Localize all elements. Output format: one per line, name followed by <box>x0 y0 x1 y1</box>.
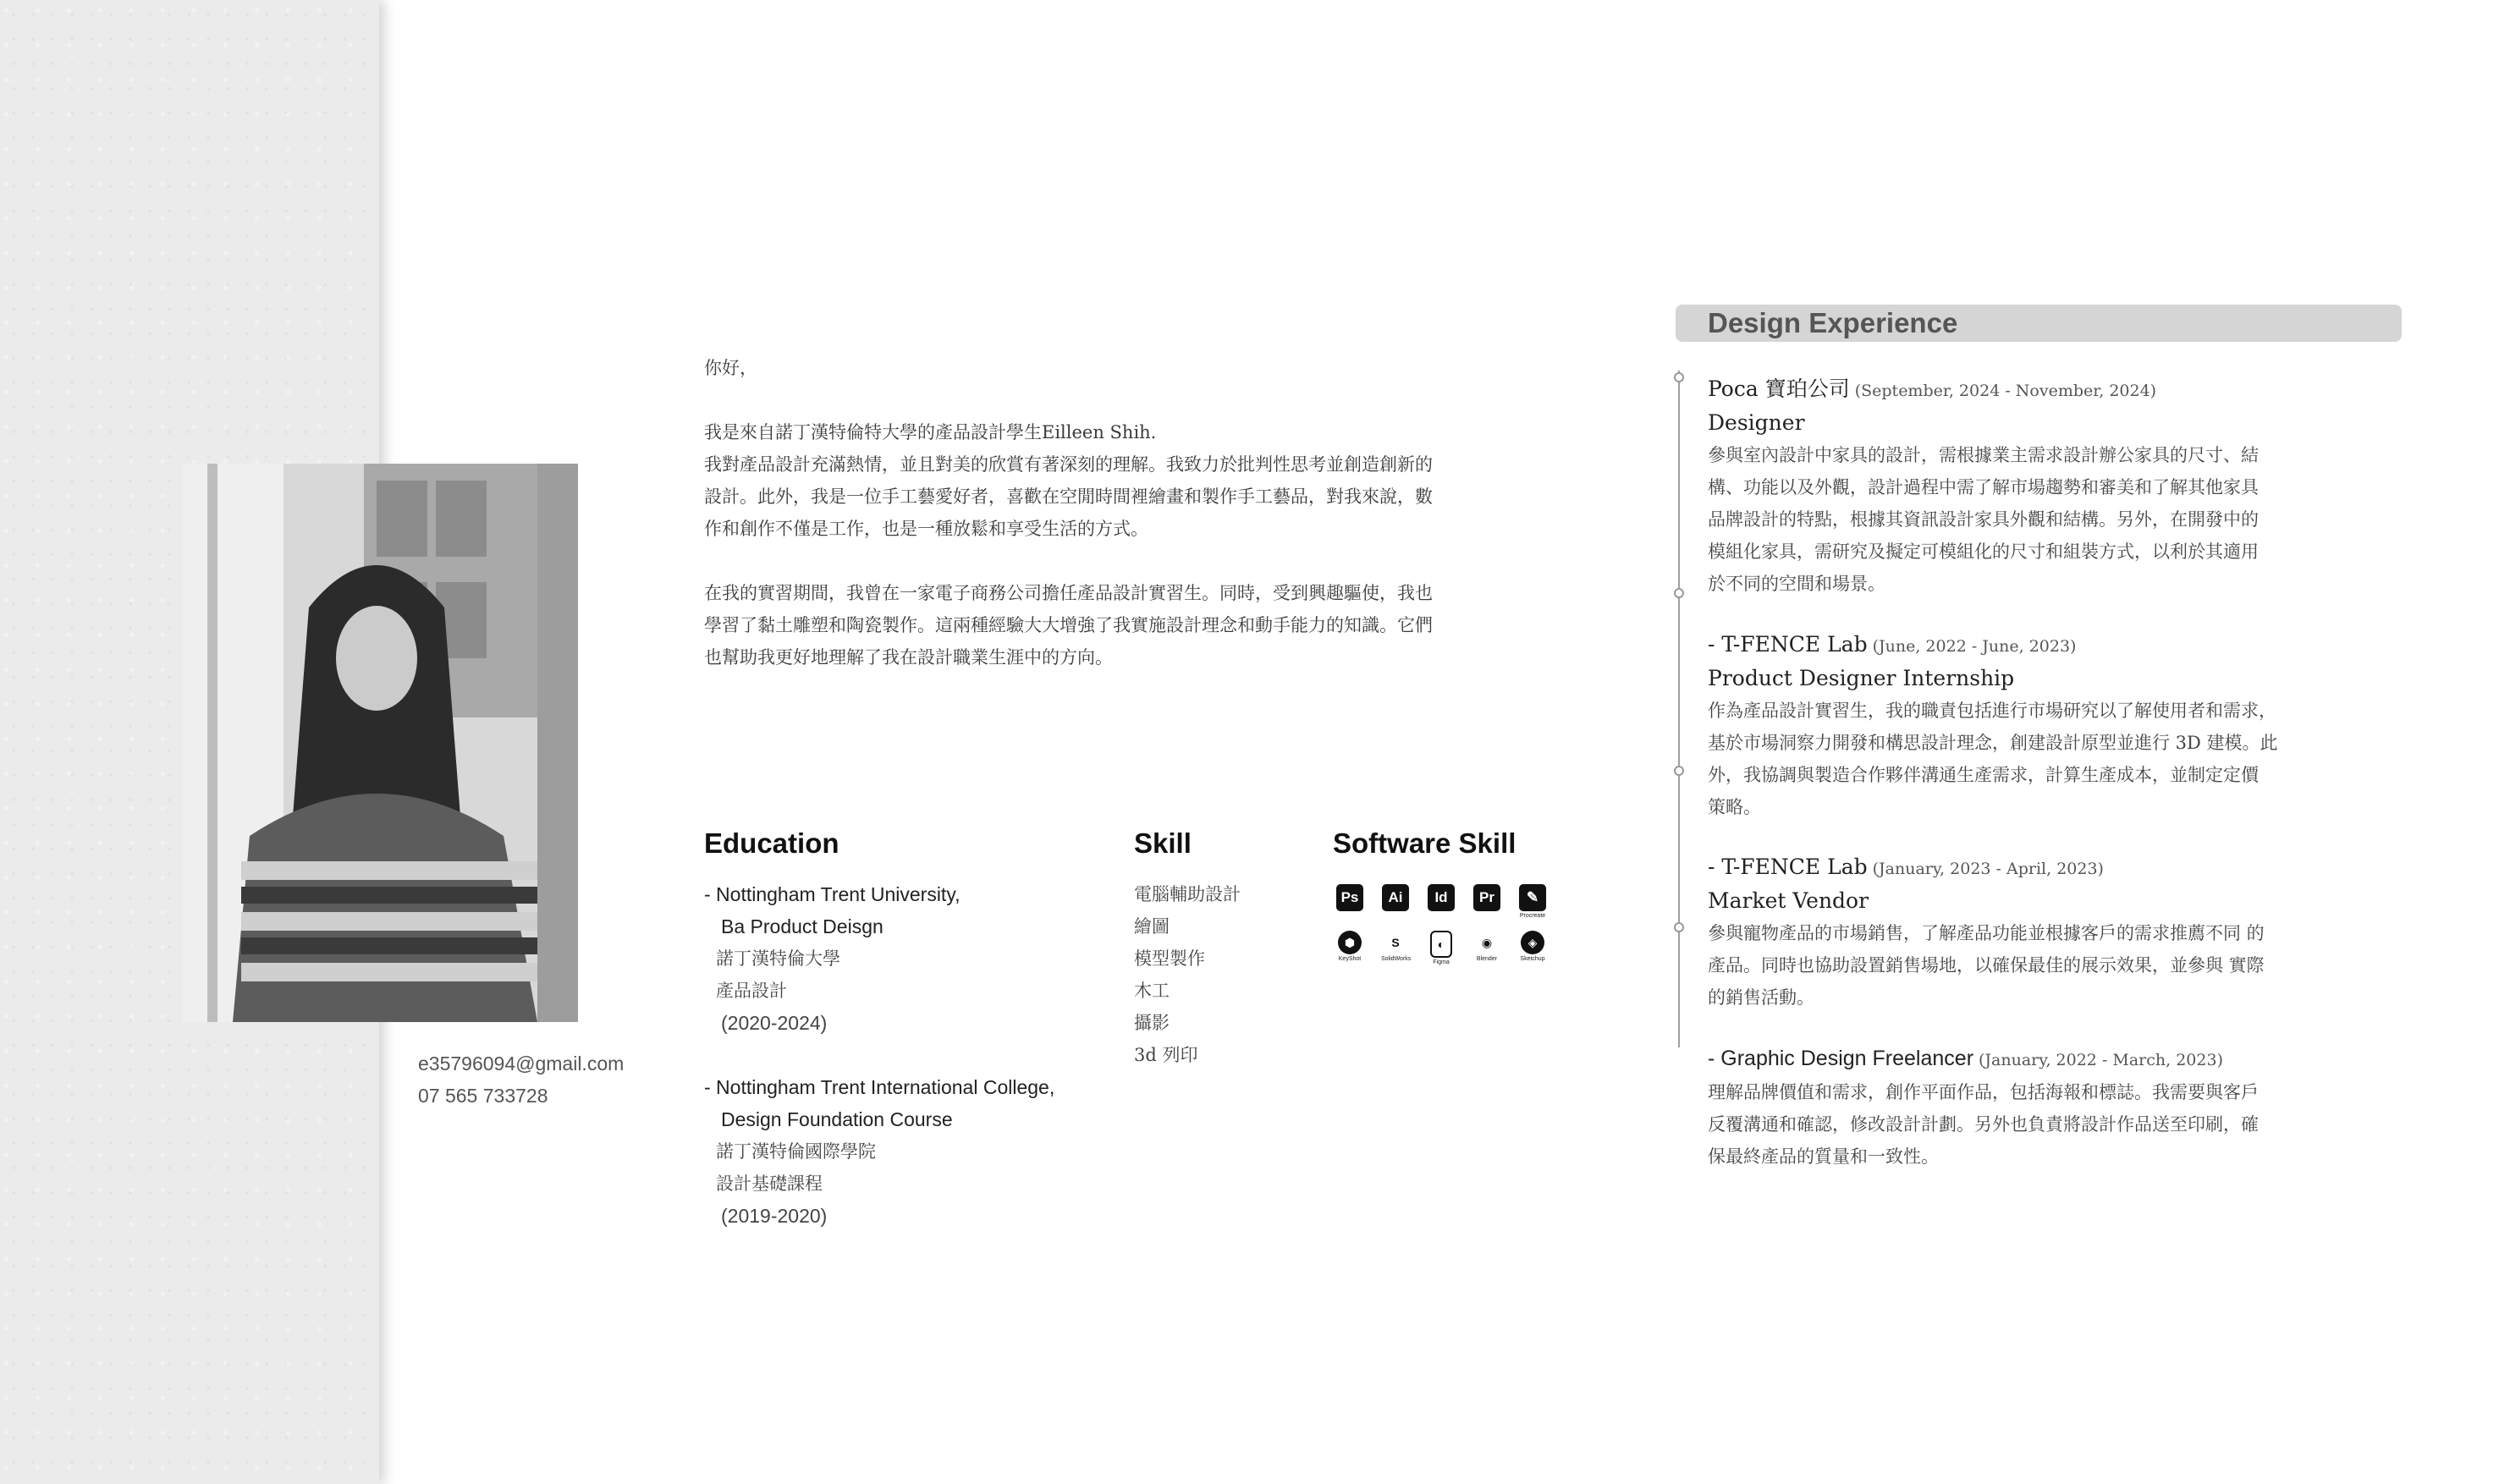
experience-item <box>1708 629 2393 823</box>
letter-p2-line: 也幫助我更好地理解了我在設計職業生涯中的方向。 <box>704 647 1113 668</box>
procreate-icon: ✎ Procreate <box>1518 884 1547 919</box>
school-name-zh: 諾丁漢特倫大學 <box>716 948 840 969</box>
experience-item <box>1708 1042 2393 1173</box>
experience-date: (January, 2022 - March, 2023) <box>1979 1051 2223 1069</box>
timeline-dot <box>1674 922 1684 932</box>
profile-photo <box>182 464 578 1022</box>
course-name: Design Foundation Course <box>721 1108 953 1130</box>
school-name: - Nottingham Trent University, <box>704 883 961 905</box>
timeline-dot <box>1674 588 1684 598</box>
letter-p1-line: 我對產品設計充滿熱情，並且對美的欣賞有著深刻的理解。我致力於批判性思考並創造創新的 <box>704 454 1433 475</box>
experience-role: Product Designer Internship <box>1708 666 2015 690</box>
experience-role: Designer <box>1708 410 1805 435</box>
figma-icon: ◐ Figma <box>1427 931 1456 965</box>
company-name: - Graphic Design Freelancer <box>1708 1047 1974 1070</box>
timeline-dot <box>1674 766 1684 776</box>
letter-greeting: 你好， <box>704 358 757 378</box>
course-name: Ba Product Deisgn <box>721 915 883 937</box>
skill-item: 攝影 <box>1134 1013 1170 1033</box>
skill-item: 模型製作 <box>1134 948 1205 969</box>
skill-item: 電腦輔助設計 <box>1134 884 1241 904</box>
education-years: (2019-2020) <box>721 1205 828 1227</box>
experience-role: Market Vendor <box>1708 888 1869 913</box>
design-experience-header <box>1676 305 2402 342</box>
skill-title: Skill <box>1134 827 1192 859</box>
education-item <box>704 878 1110 1039</box>
letter-intro: 我是來自諾丁漢特倫特大學的產品設計學生Eilleen Shih. <box>704 422 1157 442</box>
letter-p2-line: 在我的實習期間，我曾在一家電子商務公司擔任產品設計實習生。同時，受到興趣驅使，我也 <box>704 583 1433 603</box>
experience-item <box>1708 373 2393 600</box>
company-name: - T-FENCE Lab <box>1708 855 1868 879</box>
education-list <box>704 878 1110 1264</box>
email-text[interactable]: e35796094@gmail.com <box>418 1053 625 1075</box>
skill-item: 繪圖 <box>1134 916 1170 937</box>
experience-date: (January, 2023 - April, 2023) <box>1872 860 2104 878</box>
skill-item: 3d 列印 <box>1134 1045 1198 1065</box>
cover-letter <box>704 352 1576 706</box>
letter-p2-line: 學習了黏土雕塑和陶瓷製作。這兩種經驗大大增強了我實施設計理念和動手能力的知識。它們 <box>704 615 1433 635</box>
skill-item: 木工 <box>1134 981 1170 1001</box>
blender-icon: ◉ Blender <box>1472 931 1501 965</box>
software-skill-title: Software Skill <box>1333 827 1516 859</box>
education-years: (2020-2024) <box>721 1012 828 1034</box>
experience-description: 作為產品設計實習生，我的職責包括進行市場研究以了解使用者和需求， 基於市場洞察力開發和構思設計理念，創建設計原型並進行 3D 建模。此 外，我協調與製造合作夥伴溝通生產需求，計算生產成本，並制定定價 策略。 <box>1708 701 2278 817</box>
experience-description: 理解品牌價值和需求，創作平面作品，包括海報和標誌。我需要與客戶 反覆溝通和確認，修改設計計劃。另外也負責將設計作品送至印刷，確 保最終產品的質量和一致性。 <box>1708 1082 2259 1167</box>
experience-item <box>1708 851 2393 1014</box>
experience-date: (June, 2022 - June, 2023) <box>1872 637 2077 656</box>
contact-info <box>418 1047 624 1112</box>
letter-p1-line: 作和創作不僅是工作，也是一種放鬆和享受生活的方式。 <box>704 519 1148 539</box>
timeline-dot <box>1674 372 1684 382</box>
course-name-zh: 產品設計 <box>716 981 787 1001</box>
school-name-zh: 諾丁漢特倫國際學院 <box>716 1141 876 1162</box>
education-item <box>704 1071 1110 1232</box>
sketchup-icon: ◈ Sketchup <box>1518 931 1547 965</box>
photoshop-icon: Ps <box>1335 884 1364 919</box>
experience-description: 參與室內設計中家具的設計，需根據業主需求設計辦公家具的尺寸、結 構、功能以及外觀，設計過程中需了解市場趨勢和審美和了解其他家具 品牌設計的特點，根據其資訊設計家具外觀和結構。另外，在開發中的 模組化家具，需研究及擬定可模組化的尺寸和組裝方式，以利於其適用 於不同的空間和場景。 <box>1708 445 2259 594</box>
experience-description: 參與寵物產品的市場銷售，了解產品功能並根據客戶的需求推薦不同 的 產品。同時也協助設置銷售場地，以確保最佳的展示效果，並參與 實際 的銷售活動。 <box>1708 923 2265 1008</box>
indesign-icon: Id <box>1427 884 1456 919</box>
school-name: - Nottingham Trent International College, <box>704 1076 1055 1098</box>
company-name: Poca 寶珀公司 <box>1708 376 1850 401</box>
keyshot-icon: ⬢ KeyShot <box>1335 931 1364 965</box>
design-experience-title: Design Experience <box>1708 307 1958 338</box>
course-name-zh: 設計基礎課程 <box>716 1173 823 1194</box>
illustrator-icon: Ai <box>1381 884 1410 919</box>
premiere-icon: Pr <box>1472 884 1501 919</box>
letter-p1-line: 設計。此外，我是一位手工藝愛好者，喜歡在空閒時間裡繪畫和製作手工藝品，對我來說，數 <box>704 486 1433 507</box>
experience-date: (September, 2024 - November, 2024) <box>1854 382 2157 400</box>
education-title: Education <box>704 827 839 859</box>
skill-list <box>1134 878 1241 1071</box>
software-icons <box>1335 884 1555 977</box>
solidworks-icon: S SolidWorks <box>1381 931 1410 965</box>
experience-timeline <box>1678 371 1680 1047</box>
phone-text: 07 565 733728 <box>418 1085 548 1107</box>
company-name: - T-FENCE Lab <box>1708 632 1868 657</box>
